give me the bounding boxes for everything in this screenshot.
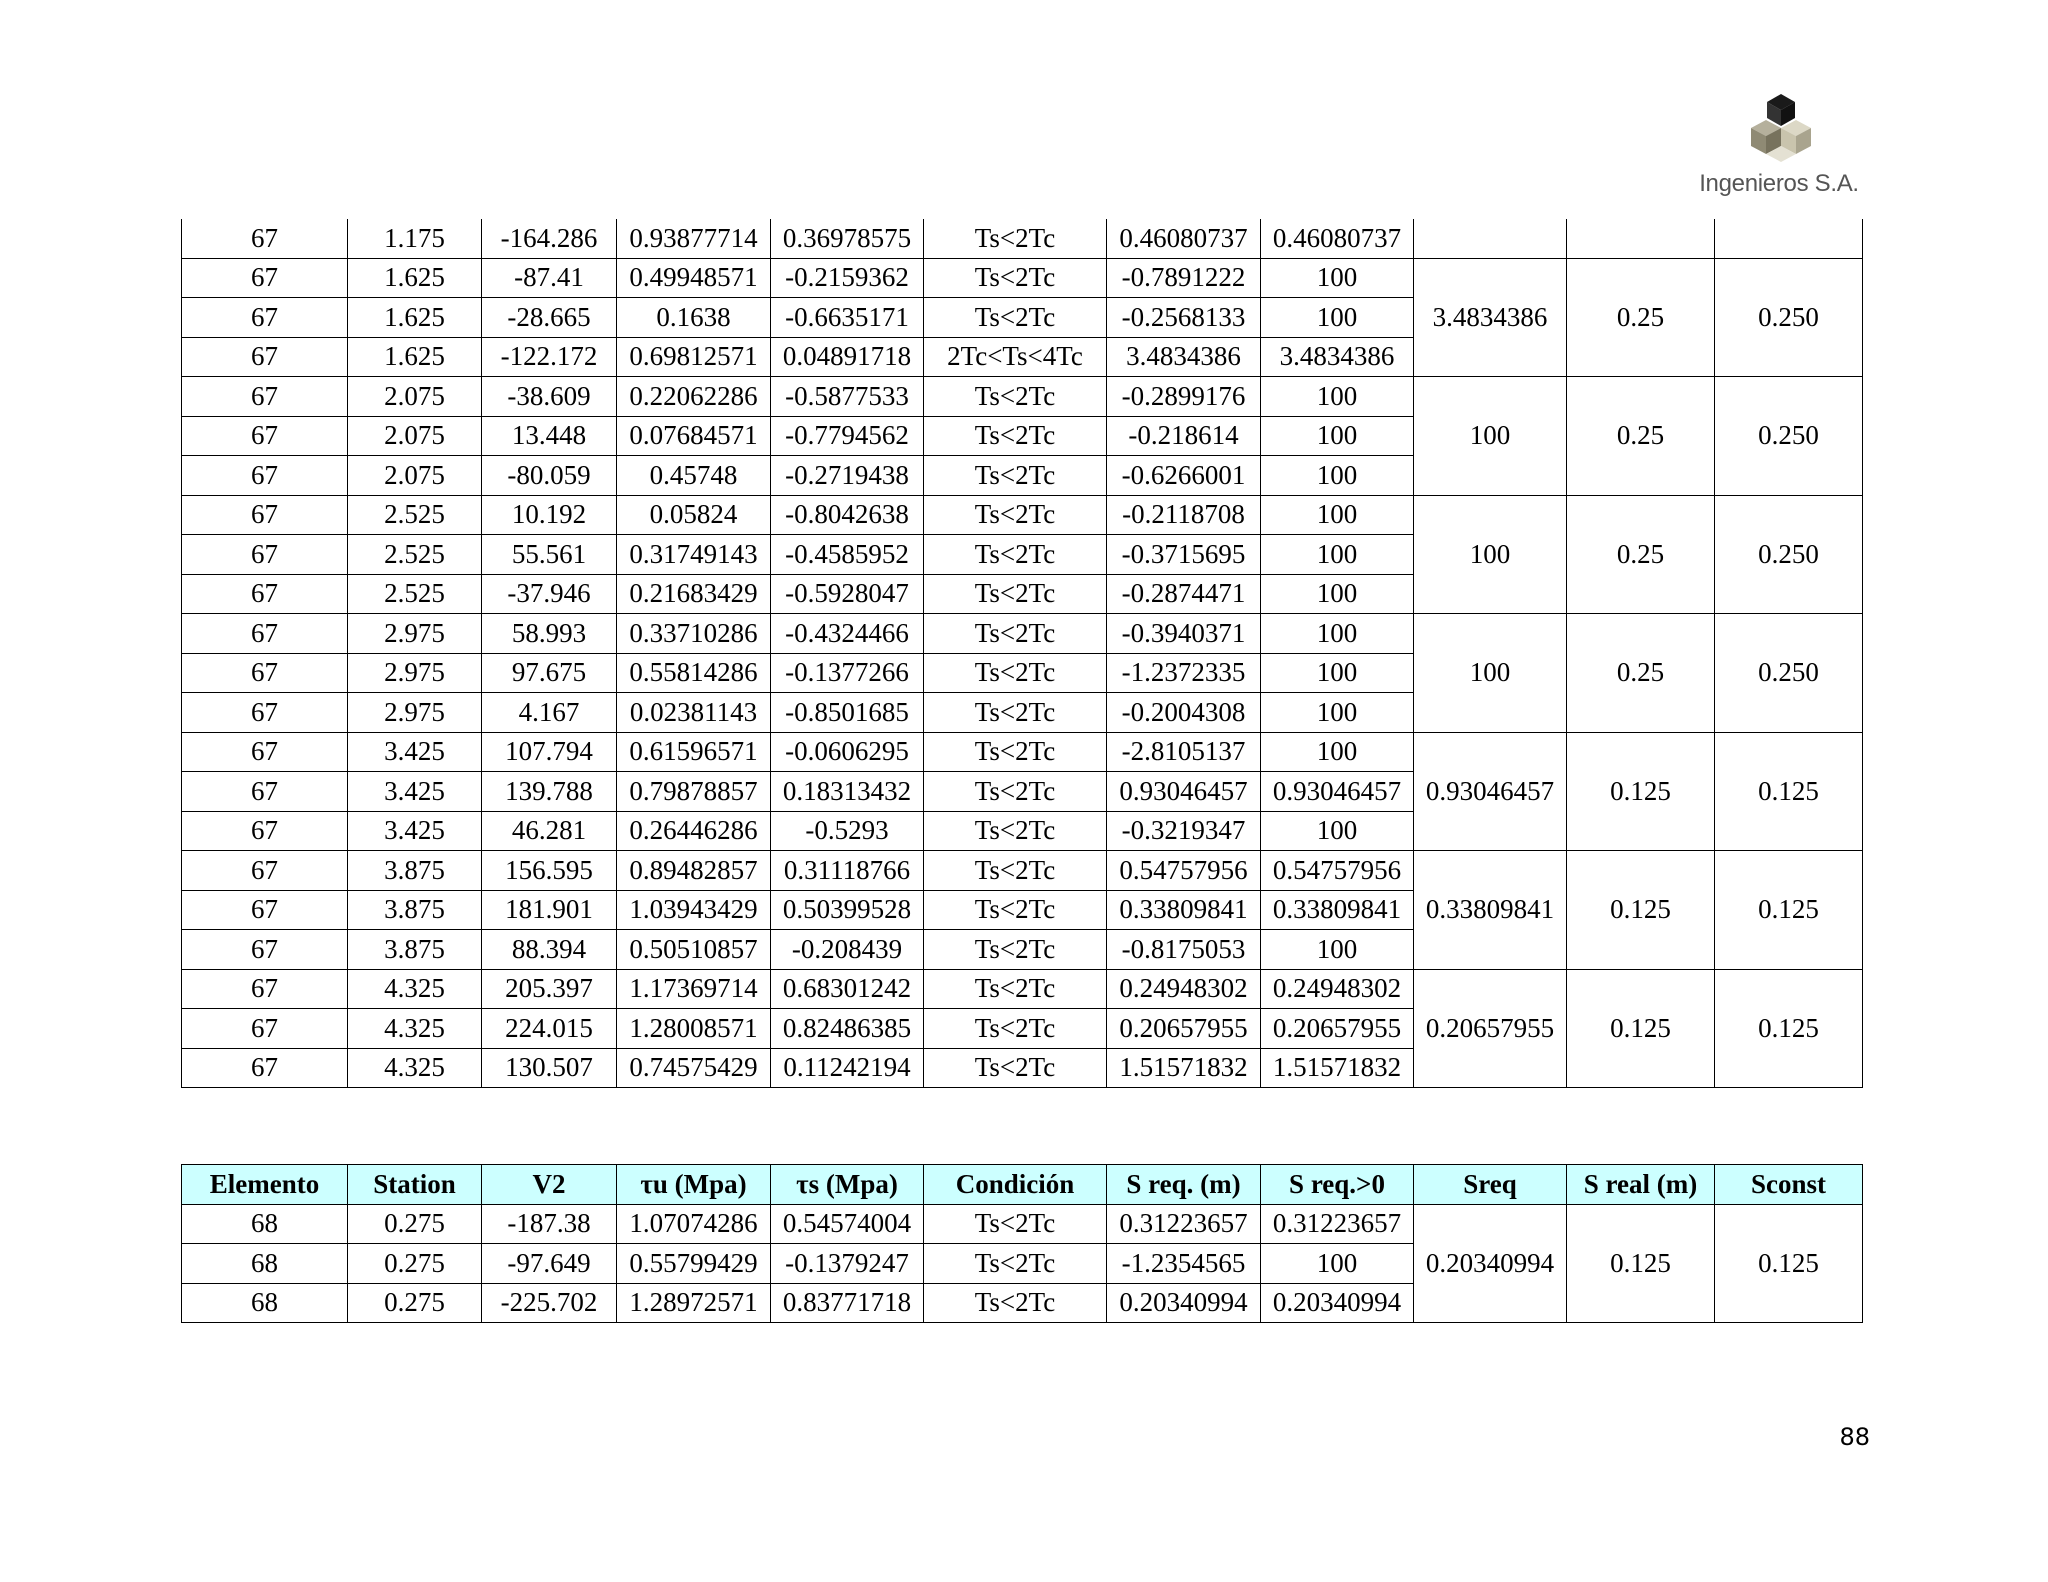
merged-cell: 3.4834386: [1414, 258, 1567, 377]
table-cell: 0.68301242: [771, 969, 924, 1009]
table-cell: 2.975: [348, 693, 482, 733]
table-cell: 2.525: [348, 574, 482, 614]
merged-cell: 0.125: [1715, 1204, 1863, 1323]
table-cell: -0.218614: [1107, 416, 1261, 456]
table-cell: 67: [182, 732, 348, 772]
table-cell: 1.07074286: [617, 1204, 771, 1244]
table-cell: 0.83771718: [771, 1283, 924, 1323]
table-cell: 0.20340994: [1261, 1283, 1414, 1323]
table-cell: 181.901: [482, 890, 617, 930]
table-cell: 100: [1261, 495, 1414, 535]
table-cell: -0.3715695: [1107, 535, 1261, 575]
merged-cell: 0.250: [1715, 377, 1863, 496]
table-cell: 67: [182, 811, 348, 851]
table-cell: -0.2118708: [1107, 495, 1261, 535]
table-cell: 0.55799429: [617, 1244, 771, 1284]
table-cell: -0.208439: [771, 930, 924, 970]
merged-cell: 100: [1414, 614, 1567, 733]
table-cell: -0.1379247: [771, 1244, 924, 1284]
table-cell: -80.059: [482, 456, 617, 496]
table-cell: 0.31223657: [1107, 1204, 1261, 1244]
table-cell: 205.397: [482, 969, 617, 1009]
table-cell: 3.875: [348, 890, 482, 930]
table-cell: 10.192: [482, 495, 617, 535]
table-cell: 0.69812571: [617, 337, 771, 377]
table-cell: 1.28972571: [617, 1283, 771, 1323]
table-cell: 55.561: [482, 535, 617, 575]
table-cell: 3.875: [348, 851, 482, 891]
table-cell: -0.8175053: [1107, 930, 1261, 970]
table-cell: -0.2568133: [1107, 298, 1261, 338]
table-row: [182, 851, 1863, 891]
table-cell: 0.275: [348, 1204, 482, 1244]
page-number: 88: [1839, 1423, 1870, 1451]
table-cell: 0.20657955: [1107, 1009, 1261, 1049]
table-cell: 0.46080737: [1107, 219, 1261, 258]
merged-cell: [1414, 219, 1567, 258]
table-cell: 67: [182, 930, 348, 970]
table-cell: Ts<2Tc: [924, 377, 1107, 417]
table-cell: Ts<2Tc: [924, 1244, 1107, 1284]
table-row: [182, 969, 1863, 1009]
table-cell: Ts<2Tc: [924, 890, 1107, 930]
table-cell: -1.2354565: [1107, 1244, 1261, 1284]
table-cell: 67: [182, 653, 348, 693]
table-cell: Ts<2Tc: [924, 1204, 1107, 1244]
merged-cell: [1715, 219, 1863, 258]
table-cell: -122.172: [482, 337, 617, 377]
table-cell: -0.7891222: [1107, 258, 1261, 298]
table-cell: 13.448: [482, 416, 617, 456]
header-s-req-positive: S req.>0: [1261, 1165, 1414, 1205]
header-v2: V2: [482, 1165, 617, 1205]
table-cell: -0.3940371: [1107, 614, 1261, 654]
table-cell: 0.33809841: [1107, 890, 1261, 930]
table-cell: 67: [182, 219, 348, 258]
table-cell: -0.2719438: [771, 456, 924, 496]
table-row: [182, 258, 1863, 298]
table-cell: -0.6266001: [1107, 456, 1261, 496]
table-row: [182, 1204, 1863, 1244]
table-cell: 0.21683429: [617, 574, 771, 614]
table-cell: 0.04891718: [771, 337, 924, 377]
table-cell: -0.1377266: [771, 653, 924, 693]
table-cell: 67: [182, 416, 348, 456]
table-cell: 0.07684571: [617, 416, 771, 456]
table-cell: -2.8105137: [1107, 732, 1261, 772]
table-cell: 2.075: [348, 456, 482, 496]
table-cell: 1.51571832: [1261, 1048, 1414, 1088]
table-cell: 67: [182, 772, 348, 812]
table-cell: 0.79878857: [617, 772, 771, 812]
header-sreq: Sreq: [1414, 1165, 1567, 1205]
header-tau-u: τu (Mpa): [617, 1165, 771, 1205]
table-cell: 0.54574004: [771, 1204, 924, 1244]
table-cell: 2.075: [348, 377, 482, 417]
table-cell: 68: [182, 1204, 348, 1244]
merged-cell: 0.250: [1715, 495, 1863, 614]
table-cell: -0.4324466: [771, 614, 924, 654]
header-sconst: Sconst: [1715, 1165, 1863, 1205]
merged-cell: 0.20657955: [1414, 969, 1567, 1088]
merged-cell: 0.125: [1715, 851, 1863, 970]
table-cell: 100: [1261, 693, 1414, 733]
table-cell: Ts<2Tc: [924, 1009, 1107, 1049]
merged-cell: 0.25: [1567, 614, 1715, 733]
table-row: [182, 377, 1863, 417]
table-cell: 0.46080737: [1261, 219, 1414, 258]
table-cell: 4.325: [348, 1009, 482, 1049]
table-cell: 2.975: [348, 614, 482, 654]
table-cell: 100: [1261, 614, 1414, 654]
table-cell: 4.167: [482, 693, 617, 733]
table-cell: 0.33809841: [1261, 890, 1414, 930]
table-cell: 0.50510857: [617, 930, 771, 970]
table-cell: 2.525: [348, 495, 482, 535]
table-cell: 100: [1261, 258, 1414, 298]
table-cell: 224.015: [482, 1009, 617, 1049]
table-cell: 100: [1261, 574, 1414, 614]
table-cell: 0.02381143: [617, 693, 771, 733]
table-cell: 100: [1261, 653, 1414, 693]
table-cell: 0.05824: [617, 495, 771, 535]
table-cell: Ts<2Tc: [924, 732, 1107, 772]
results-table-element-67: [181, 219, 1863, 1088]
table-cell: -87.41: [482, 258, 617, 298]
table-cell: 67: [182, 614, 348, 654]
results-table-element-68: [181, 1164, 1863, 1323]
table-cell: 67: [182, 890, 348, 930]
table-cell: 0.33710286: [617, 614, 771, 654]
table-cell: 4.325: [348, 969, 482, 1009]
table-cell: Ts<2Tc: [924, 535, 1107, 575]
table-cell: 3.425: [348, 772, 482, 812]
merged-cell: 0.20340994: [1414, 1204, 1567, 1323]
table-cell: Ts<2Tc: [924, 969, 1107, 1009]
table-cell: -0.8042638: [771, 495, 924, 535]
table-cell: 100: [1261, 456, 1414, 496]
merged-cell: [1567, 219, 1715, 258]
header-tau-s: τs (Mpa): [771, 1165, 924, 1205]
table-cell: 0.24948302: [1107, 969, 1261, 1009]
table-cell: 0.93877714: [617, 219, 771, 258]
merged-cell: 0.125: [1715, 732, 1863, 851]
table-cell: -0.2159362: [771, 258, 924, 298]
table-cell: Ts<2Tc: [924, 653, 1107, 693]
table-cell: Ts<2Tc: [924, 851, 1107, 891]
merged-cell: 0.25: [1567, 495, 1715, 614]
table-row: [182, 219, 1863, 258]
table-cell: Ts<2Tc: [924, 693, 1107, 733]
table-cell: 0.61596571: [617, 732, 771, 772]
table-cell: 0.26446286: [617, 811, 771, 851]
table-cell: Ts<2Tc: [924, 298, 1107, 338]
table-cell: 1.625: [348, 337, 482, 377]
table-cell: Ts<2Tc: [924, 1283, 1107, 1323]
table-cell: 139.788: [482, 772, 617, 812]
table-row: [182, 732, 1863, 772]
table-cell: 0.31749143: [617, 535, 771, 575]
table-cell: 1.625: [348, 298, 482, 338]
table-cell: 130.507: [482, 1048, 617, 1088]
table-cell: -97.649: [482, 1244, 617, 1284]
table-row: [182, 614, 1863, 654]
table-cell: 2.975: [348, 653, 482, 693]
logo-text: Ingenieros S.A.: [1699, 170, 1859, 197]
table-cell: 1.51571832: [1107, 1048, 1261, 1088]
merged-cell: 0.125: [1567, 969, 1715, 1088]
header-s-real: S real (m): [1567, 1165, 1715, 1205]
table-cell: 1.175: [348, 219, 482, 258]
merged-cell: 0.125: [1567, 851, 1715, 970]
table-cell: 67: [182, 1048, 348, 1088]
table-cell: 0.20657955: [1261, 1009, 1414, 1049]
table-cell: 1.17369714: [617, 969, 771, 1009]
table-cell: 67: [182, 851, 348, 891]
table-cell: 3.425: [348, 811, 482, 851]
table-cell: -0.2004308: [1107, 693, 1261, 733]
table-cell: Ts<2Tc: [924, 1048, 1107, 1088]
table-cell: -164.286: [482, 219, 617, 258]
table-cell: 0.89482857: [617, 851, 771, 891]
table-cell: 88.394: [482, 930, 617, 970]
table-cell: -187.38: [482, 1204, 617, 1244]
table-cell: -0.5928047: [771, 574, 924, 614]
table-cell: 67: [182, 258, 348, 298]
table-cell: -0.6635171: [771, 298, 924, 338]
table-cell: 0.20340994: [1107, 1283, 1261, 1323]
table-cell: 2.075: [348, 416, 482, 456]
table-cell: 0.74575429: [617, 1048, 771, 1088]
merged-cell: 100: [1414, 377, 1567, 496]
table-cell: Ts<2Tc: [924, 456, 1107, 496]
table-cell: -28.665: [482, 298, 617, 338]
table-cell: 100: [1261, 535, 1414, 575]
table-cell: 100: [1261, 1244, 1414, 1284]
table-cell: Ts<2Tc: [924, 614, 1107, 654]
merged-cell: 0.125: [1567, 1204, 1715, 1323]
header-s-req: S req. (m): [1107, 1165, 1261, 1205]
table-cell: 0.18313432: [771, 772, 924, 812]
header-station: Station: [348, 1165, 482, 1205]
merged-cell: 0.250: [1715, 614, 1863, 733]
table-cell: 67: [182, 298, 348, 338]
table-cell: 1.03943429: [617, 890, 771, 930]
header-condicion: Condición: [924, 1165, 1107, 1205]
table-cell: 0.36978575: [771, 219, 924, 258]
table-cell: 67: [182, 337, 348, 377]
merged-cell: 0.25: [1567, 258, 1715, 377]
table-cell: 46.281: [482, 811, 617, 851]
table-cell: 0.93046457: [1261, 772, 1414, 812]
table-cell: -0.2874471: [1107, 574, 1261, 614]
table-cell: Ts<2Tc: [924, 219, 1107, 258]
table-cell: 100: [1261, 416, 1414, 456]
table-cell: 67: [182, 456, 348, 496]
table-cell: 0.24948302: [1261, 969, 1414, 1009]
table-cell: -0.7794562: [771, 416, 924, 456]
table-cell: 68: [182, 1283, 348, 1323]
table-cell: 0.31223657: [1261, 1204, 1414, 1244]
table-cell: 0.275: [348, 1283, 482, 1323]
table-cell: -225.702: [482, 1283, 617, 1323]
table-cell: 100: [1261, 732, 1414, 772]
table-cell: Ts<2Tc: [924, 811, 1107, 851]
merged-cell: 0.25: [1567, 377, 1715, 496]
company-logo: [1694, 90, 1864, 200]
table-cell: -0.0606295: [771, 732, 924, 772]
table-cell: Ts<2Tc: [924, 574, 1107, 614]
table-cell: -37.946: [482, 574, 617, 614]
table-cell: 0.11242194: [771, 1048, 924, 1088]
table-cell: 0.82486385: [771, 1009, 924, 1049]
table-cell: 0.22062286: [617, 377, 771, 417]
table-cell: -0.5877533: [771, 377, 924, 417]
merged-cell: 0.125: [1567, 732, 1715, 851]
merged-cell: 0.33809841: [1414, 851, 1567, 970]
table-cell: 58.993: [482, 614, 617, 654]
table-cell: 67: [182, 693, 348, 733]
merged-cell: 0.125: [1715, 969, 1863, 1088]
table-cell: 67: [182, 495, 348, 535]
merged-cell: 0.250: [1715, 258, 1863, 377]
header-row: [182, 1165, 1863, 1205]
table-cell: 0.49948571: [617, 258, 771, 298]
cubes-logo-icon: [1746, 90, 1816, 170]
table-cell: 107.794: [482, 732, 617, 772]
table-cell: -0.8501685: [771, 693, 924, 733]
table-cell: -0.4585952: [771, 535, 924, 575]
table-cell: 67: [182, 574, 348, 614]
table-cell: 100: [1261, 811, 1414, 851]
table-cell: Ts<2Tc: [924, 416, 1107, 456]
table-cell: Ts<2Tc: [924, 258, 1107, 298]
table-cell: 100: [1261, 377, 1414, 417]
merged-cell: 0.93046457: [1414, 732, 1567, 851]
table-cell: -0.3219347: [1107, 811, 1261, 851]
table-cell: 0.275: [348, 1244, 482, 1284]
table-cell: 68: [182, 1244, 348, 1284]
table-cell: 67: [182, 969, 348, 1009]
table-cell: 3.4834386: [1261, 337, 1414, 377]
table-cell: 67: [182, 1009, 348, 1049]
table-row: [182, 495, 1863, 535]
table-cell: 0.54757956: [1107, 851, 1261, 891]
table-cell: 4.325: [348, 1048, 482, 1088]
table-cell: 0.55814286: [617, 653, 771, 693]
table-cell: Ts<2Tc: [924, 772, 1107, 812]
merged-cell: 100: [1414, 495, 1567, 614]
table-cell: 2.525: [348, 535, 482, 575]
table-cell: 3.425: [348, 732, 482, 772]
table-cell: 0.50399528: [771, 890, 924, 930]
table-cell: 3.875: [348, 930, 482, 970]
table-cell: Ts<2Tc: [924, 495, 1107, 535]
table-cell: 100: [1261, 930, 1414, 970]
table-cell: 100: [1261, 298, 1414, 338]
table-cell: 1.625: [348, 258, 482, 298]
table-cell: 97.675: [482, 653, 617, 693]
table-cell: 0.1638: [617, 298, 771, 338]
table-cell: -1.2372335: [1107, 653, 1261, 693]
header-elemento: Elemento: [182, 1165, 348, 1205]
table-cell: 0.54757956: [1261, 851, 1414, 891]
table-cell: -0.5293: [771, 811, 924, 851]
table-cell: 2Tc<Ts<4Tc: [924, 337, 1107, 377]
table-cell: 0.45748: [617, 456, 771, 496]
table-cell: -0.2899176: [1107, 377, 1261, 417]
table-cell: 67: [182, 377, 348, 417]
table-cell: 1.28008571: [617, 1009, 771, 1049]
table-cell: 67: [182, 535, 348, 575]
table-cell: Ts<2Tc: [924, 930, 1107, 970]
table-cell: 0.93046457: [1107, 772, 1261, 812]
table-cell: 3.4834386: [1107, 337, 1261, 377]
table-cell: -38.609: [482, 377, 617, 417]
table-cell: 0.31118766: [771, 851, 924, 891]
table-cell: 156.595: [482, 851, 617, 891]
